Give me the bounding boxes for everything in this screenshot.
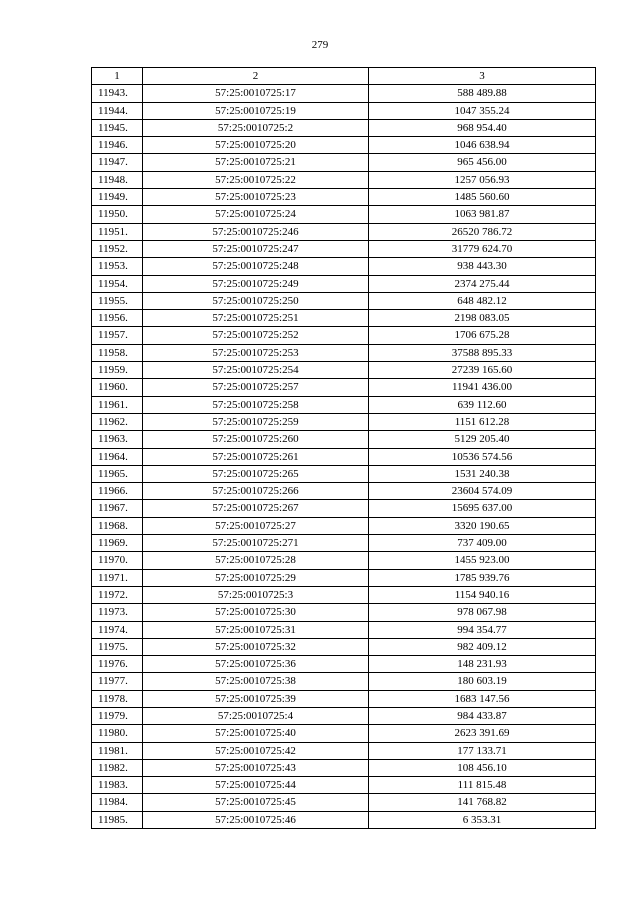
cadastral-value-cell: 31779 624.70 bbox=[369, 240, 596, 257]
row-number-cell: 11949. bbox=[92, 189, 143, 206]
table-row bbox=[92, 206, 596, 223]
cadastral-number-cell: 57:25:0010725:251 bbox=[143, 310, 369, 327]
cadastral-number-cell: 57:25:0010725:28 bbox=[143, 552, 369, 569]
row-number-cell: 11954. bbox=[92, 275, 143, 292]
table-body bbox=[92, 85, 596, 829]
row-number-cell: 11967. bbox=[92, 500, 143, 517]
row-number-cell: 11965. bbox=[92, 465, 143, 482]
table-row bbox=[92, 621, 596, 638]
row-number-cell: 11958. bbox=[92, 344, 143, 361]
cadastral-number-cell: 57:25:0010725:44 bbox=[143, 777, 369, 794]
table-row bbox=[92, 396, 596, 413]
row-number-cell: 11974. bbox=[92, 621, 143, 638]
cadastral-value-cell: 978 067.98 bbox=[369, 604, 596, 621]
table-row bbox=[92, 535, 596, 552]
row-number-cell: 11962. bbox=[92, 413, 143, 430]
cadastral-value-cell: 1046 638.94 bbox=[369, 137, 596, 154]
cadastral-number-cell: 57:25:0010725:30 bbox=[143, 604, 369, 621]
table-row bbox=[92, 240, 596, 257]
cadastral-number-cell: 57:25:0010725:23 bbox=[143, 189, 369, 206]
row-number-cell: 11985. bbox=[92, 811, 143, 828]
table-row bbox=[92, 258, 596, 275]
cadastral-number-cell: 57:25:0010725:38 bbox=[143, 673, 369, 690]
row-number-cell: 11959. bbox=[92, 362, 143, 379]
cadastral-value-cell: 3320 190.65 bbox=[369, 517, 596, 534]
cadastral-number-cell: 57:25:0010725:253 bbox=[143, 344, 369, 361]
table-row bbox=[92, 310, 596, 327]
cadastral-number-cell: 57:25:0010725:22 bbox=[143, 171, 369, 188]
table-row bbox=[92, 465, 596, 482]
row-number-cell: 11980. bbox=[92, 725, 143, 742]
cadastral-value-cell: 1047 355.24 bbox=[369, 102, 596, 119]
table-row bbox=[92, 811, 596, 828]
cadastral-number-cell: 57:25:0010725:260 bbox=[143, 431, 369, 448]
header-column-1: 1 bbox=[92, 68, 143, 85]
row-number-cell: 11976. bbox=[92, 656, 143, 673]
cadastral-value-cell: 965 456.00 bbox=[369, 154, 596, 171]
table-row bbox=[92, 638, 596, 655]
row-number-cell: 11984. bbox=[92, 794, 143, 811]
cadastral-number-cell: 57:25:0010725:4 bbox=[143, 707, 369, 724]
row-number-cell: 11953. bbox=[92, 258, 143, 275]
row-number-cell: 11972. bbox=[92, 586, 143, 603]
table-row bbox=[92, 119, 596, 136]
table-row bbox=[92, 794, 596, 811]
table-row bbox=[92, 500, 596, 517]
row-number-cell: 11969. bbox=[92, 535, 143, 552]
cadastral-number-cell: 57:25:0010725:247 bbox=[143, 240, 369, 257]
row-number-cell: 11955. bbox=[92, 292, 143, 309]
table-row bbox=[92, 275, 596, 292]
cadastral-number-cell: 57:25:0010725:3 bbox=[143, 586, 369, 603]
cadastral-value-cell: 737 409.00 bbox=[369, 535, 596, 552]
row-number-cell: 11951. bbox=[92, 223, 143, 240]
row-number-cell: 11983. bbox=[92, 777, 143, 794]
cadastral-value-cell: 639 112.60 bbox=[369, 396, 596, 413]
row-number-cell: 11973. bbox=[92, 604, 143, 621]
cadastral-value-cell: 1785 939.76 bbox=[369, 569, 596, 586]
cadastral-value-cell: 984 433.87 bbox=[369, 707, 596, 724]
row-number-cell: 11981. bbox=[92, 742, 143, 759]
table-row bbox=[92, 327, 596, 344]
table-row bbox=[92, 569, 596, 586]
cadastral-value-cell: 1531 240.38 bbox=[369, 465, 596, 482]
cadastral-number-cell: 57:25:0010725:19 bbox=[143, 102, 369, 119]
table-row bbox=[92, 483, 596, 500]
row-number-cell: 11964. bbox=[92, 448, 143, 465]
cadastral-number-cell: 57:25:0010725:36 bbox=[143, 656, 369, 673]
cadastral-value-cell: 180 603.19 bbox=[369, 673, 596, 690]
table-row bbox=[92, 759, 596, 776]
cadastral-value-cell: 1706 675.28 bbox=[369, 327, 596, 344]
cadastral-number-cell: 57:25:0010725:2 bbox=[143, 119, 369, 136]
cadastral-number-cell: 57:25:0010725:31 bbox=[143, 621, 369, 638]
row-number-cell: 11971. bbox=[92, 569, 143, 586]
row-number-cell: 11961. bbox=[92, 396, 143, 413]
table-row bbox=[92, 777, 596, 794]
cadastral-value-cell: 26520 786.72 bbox=[369, 223, 596, 240]
row-number-cell: 11970. bbox=[92, 552, 143, 569]
cadastral-number-cell: 57:25:0010725:20 bbox=[143, 137, 369, 154]
row-number-cell: 11948. bbox=[92, 171, 143, 188]
table-row bbox=[92, 552, 596, 569]
cadastral-value-cell: 6 353.31 bbox=[369, 811, 596, 828]
cadastral-number-cell: 57:25:0010725:27 bbox=[143, 517, 369, 534]
cadastral-value-cell: 148 231.93 bbox=[369, 656, 596, 673]
cadastral-number-cell: 57:25:0010725:246 bbox=[143, 223, 369, 240]
cadastral-number-cell: 57:25:0010725:40 bbox=[143, 725, 369, 742]
table-header bbox=[92, 68, 596, 85]
header-column-2: 2 bbox=[143, 68, 369, 85]
cadastral-value-cell: 1455 923.00 bbox=[369, 552, 596, 569]
table-row bbox=[92, 413, 596, 430]
cadastral-number-cell: 57:25:0010725:254 bbox=[143, 362, 369, 379]
cadastral-value-cell: 27239 165.60 bbox=[369, 362, 596, 379]
table-row bbox=[92, 171, 596, 188]
cadastral-value-cell: 177 133.71 bbox=[369, 742, 596, 759]
cadastral-number-cell: 57:25:0010725:17 bbox=[143, 85, 369, 102]
row-number-cell: 11957. bbox=[92, 327, 143, 344]
table-row bbox=[92, 362, 596, 379]
table-row bbox=[92, 344, 596, 361]
cadastral-number-cell: 57:25:0010725:29 bbox=[143, 569, 369, 586]
cadastral-number-cell: 57:25:0010725:252 bbox=[143, 327, 369, 344]
table-row bbox=[92, 379, 596, 396]
cadastral-value-cell: 2623 391.69 bbox=[369, 725, 596, 742]
cadastral-value-cell: 141 768.82 bbox=[369, 794, 596, 811]
table-row bbox=[92, 137, 596, 154]
cadastral-value-cell: 10536 574.56 bbox=[369, 448, 596, 465]
cadastral-value-cell: 5129 205.40 bbox=[369, 431, 596, 448]
cadastral-value-cell: 588 489.88 bbox=[369, 85, 596, 102]
table-row bbox=[92, 292, 596, 309]
table-row bbox=[92, 690, 596, 707]
table-row bbox=[92, 725, 596, 742]
cadastral-value-cell: 15695 637.00 bbox=[369, 500, 596, 517]
row-number-cell: 11960. bbox=[92, 379, 143, 396]
cadastral-number-cell: 57:25:0010725:265 bbox=[143, 465, 369, 482]
cadastral-number-cell: 57:25:0010725:248 bbox=[143, 258, 369, 275]
table-row bbox=[92, 85, 596, 102]
table-row bbox=[92, 656, 596, 673]
cadastral-number-cell: 57:25:0010725:46 bbox=[143, 811, 369, 828]
cadastral-number-cell: 57:25:0010725:43 bbox=[143, 759, 369, 776]
cadastral-value-cell: 1151 612.28 bbox=[369, 413, 596, 430]
cadastral-value-cell: 2198 083.05 bbox=[369, 310, 596, 327]
cadastral-value-cell: 968 954.40 bbox=[369, 119, 596, 136]
cadastral-number-cell: 57:25:0010725:271 bbox=[143, 535, 369, 552]
cadastral-number-cell: 57:25:0010725:261 bbox=[143, 448, 369, 465]
cadastral-number-cell: 57:25:0010725:259 bbox=[143, 413, 369, 430]
table-row bbox=[92, 707, 596, 724]
table-row bbox=[92, 586, 596, 603]
header-column-3: 3 bbox=[369, 68, 596, 85]
header-row bbox=[92, 68, 596, 85]
cadastral-value-cell: 1683 147.56 bbox=[369, 690, 596, 707]
cadastral-number-cell: 57:25:0010725:267 bbox=[143, 500, 369, 517]
row-number-cell: 11950. bbox=[92, 206, 143, 223]
row-number-cell: 11963. bbox=[92, 431, 143, 448]
cadastral-number-cell: 57:25:0010725:249 bbox=[143, 275, 369, 292]
table-row bbox=[92, 189, 596, 206]
table-row bbox=[92, 431, 596, 448]
table-row bbox=[92, 742, 596, 759]
table-row bbox=[92, 673, 596, 690]
page-number: 279 bbox=[311, 39, 329, 51]
table-row bbox=[92, 102, 596, 119]
cadastral-value-table bbox=[91, 67, 596, 829]
row-number-cell: 11968. bbox=[92, 517, 143, 534]
row-number-cell: 11956. bbox=[92, 310, 143, 327]
cadastral-value-cell: 108 456.10 bbox=[369, 759, 596, 776]
cadastral-value-cell: 1154 940.16 bbox=[369, 586, 596, 603]
cadastral-value-cell: 37588 895.33 bbox=[369, 344, 596, 361]
table-row bbox=[92, 517, 596, 534]
row-number-cell: 11978. bbox=[92, 690, 143, 707]
cadastral-value-cell: 994 354.77 bbox=[369, 621, 596, 638]
table-row bbox=[92, 223, 596, 240]
row-number-cell: 11982. bbox=[92, 759, 143, 776]
cadastral-value-cell: 1257 056.93 bbox=[369, 171, 596, 188]
cadastral-number-cell: 57:25:0010725:32 bbox=[143, 638, 369, 655]
cadastral-number-cell: 57:25:0010725:266 bbox=[143, 483, 369, 500]
cadastral-number-cell: 57:25:0010725:250 bbox=[143, 292, 369, 309]
row-number-cell: 11966. bbox=[92, 483, 143, 500]
cadastral-number-cell: 57:25:0010725:257 bbox=[143, 379, 369, 396]
table-row bbox=[92, 448, 596, 465]
cadastral-value-cell: 648 482.12 bbox=[369, 292, 596, 309]
cadastral-value-cell: 2374 275.44 bbox=[369, 275, 596, 292]
cadastral-value-cell: 938 443.30 bbox=[369, 258, 596, 275]
row-number-cell: 11946. bbox=[92, 137, 143, 154]
cadastral-value-cell: 1063 981.87 bbox=[369, 206, 596, 223]
cadastral-value-cell: 23604 574.09 bbox=[369, 483, 596, 500]
cadastral-number-cell: 57:25:0010725:39 bbox=[143, 690, 369, 707]
row-number-cell: 11952. bbox=[92, 240, 143, 257]
row-number-cell: 11977. bbox=[92, 673, 143, 690]
table-row bbox=[92, 604, 596, 621]
cadastral-number-cell: 57:25:0010725:21 bbox=[143, 154, 369, 171]
cadastral-value-cell: 1485 560.60 bbox=[369, 189, 596, 206]
cadastral-number-cell: 57:25:0010725:45 bbox=[143, 794, 369, 811]
row-number-cell: 11975. bbox=[92, 638, 143, 655]
cadastral-value-cell: 111 815.48 bbox=[369, 777, 596, 794]
row-number-cell: 11947. bbox=[92, 154, 143, 171]
cadastral-number-cell: 57:25:0010725:42 bbox=[143, 742, 369, 759]
cadastral-number-cell: 57:25:0010725:258 bbox=[143, 396, 369, 413]
row-number-cell: 11945. bbox=[92, 119, 143, 136]
row-number-cell: 11943. bbox=[92, 85, 143, 102]
cadastral-value-cell: 11941 436.00 bbox=[369, 379, 596, 396]
cadastral-number-cell: 57:25:0010725:24 bbox=[143, 206, 369, 223]
row-number-cell: 11944. bbox=[92, 102, 143, 119]
table-row bbox=[92, 154, 596, 171]
cadastral-value-cell: 982 409.12 bbox=[369, 638, 596, 655]
row-number-cell: 11979. bbox=[92, 707, 143, 724]
